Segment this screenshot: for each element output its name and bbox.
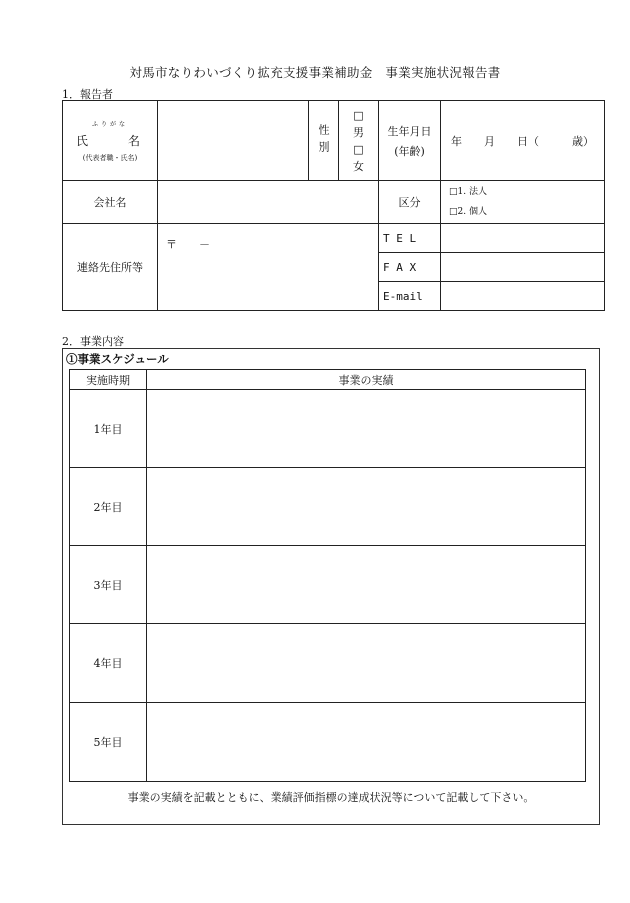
year-3-label: 3年目 [70,546,147,624]
fax-label: F A X [379,253,441,282]
birth-field[interactable] [441,101,605,181]
email-field[interactable] [441,282,605,311]
instruction-note: 事業の実績を記載とともに、業績評価指標の達成状況等について記載して下さい。 [127,791,535,804]
sex-options [339,101,379,181]
year-1-label: 1年目 [70,390,147,468]
representative-label: (代表者職・氏名) [82,153,138,162]
age-label: (年齢) [394,144,425,158]
year-1-result-field[interactable] [147,390,586,468]
period-header: 実施時期 [70,370,147,390]
year-5-result-field[interactable] [147,703,586,782]
tel-field[interactable] [441,224,605,253]
result-header: 事業の実績 [147,370,586,390]
birth-label-cell [379,101,441,181]
postal-mark: 〒 － [166,238,210,251]
kubun-options [441,181,605,224]
tel-label: T E L [379,224,441,253]
schedule-table [69,369,586,782]
sex-label [309,101,339,181]
year-5-label: 5年目 [70,703,147,782]
contact-label: 連絡先住所等 [63,224,158,311]
name-label-cell [63,101,158,181]
kubun-label: 区分 [379,181,441,224]
address-field[interactable] [158,224,379,311]
female-label: 女 [353,159,364,173]
kubun-corporation-checkbox[interactable]: □1. 法人 [449,187,487,197]
furigana-label: ふりがな [91,120,128,128]
kubun-individual-checkbox[interactable]: □2. 個人 [449,207,487,217]
female-checkbox[interactable]: □ [353,142,364,156]
fax-field[interactable] [441,253,605,282]
name-label: 氏 名 [75,133,154,148]
schedule-heading: ①事業スケジュール [66,352,169,366]
sex-label-text: 性別 [317,123,330,158]
company-field[interactable] [158,181,379,224]
year-4-result-field[interactable] [147,624,586,703]
male-checkbox[interactable]: □ [353,108,364,122]
company-label: 会社名 [63,181,158,224]
reporter-table [62,100,605,311]
document-title: 対馬市なりわいづくり拡充支援事業補助金 事業実施状況報告書 [129,65,501,80]
birth-value-template: 年 月 日（ 歳） [451,134,594,148]
birth-label: 生年月日 [387,124,432,138]
name-field[interactable] [158,101,309,181]
year-2-result-field[interactable] [147,468,586,546]
email-label: E-mail [379,282,441,311]
year-4-label: 4年目 [70,624,147,703]
section-1-heading: 1．報告者 [62,88,113,101]
year-3-result-field[interactable] [147,546,586,624]
year-2-label: 2年目 [70,468,147,546]
section-2-heading: 2．事業内容 [62,335,124,348]
male-label: 男 [353,125,364,139]
